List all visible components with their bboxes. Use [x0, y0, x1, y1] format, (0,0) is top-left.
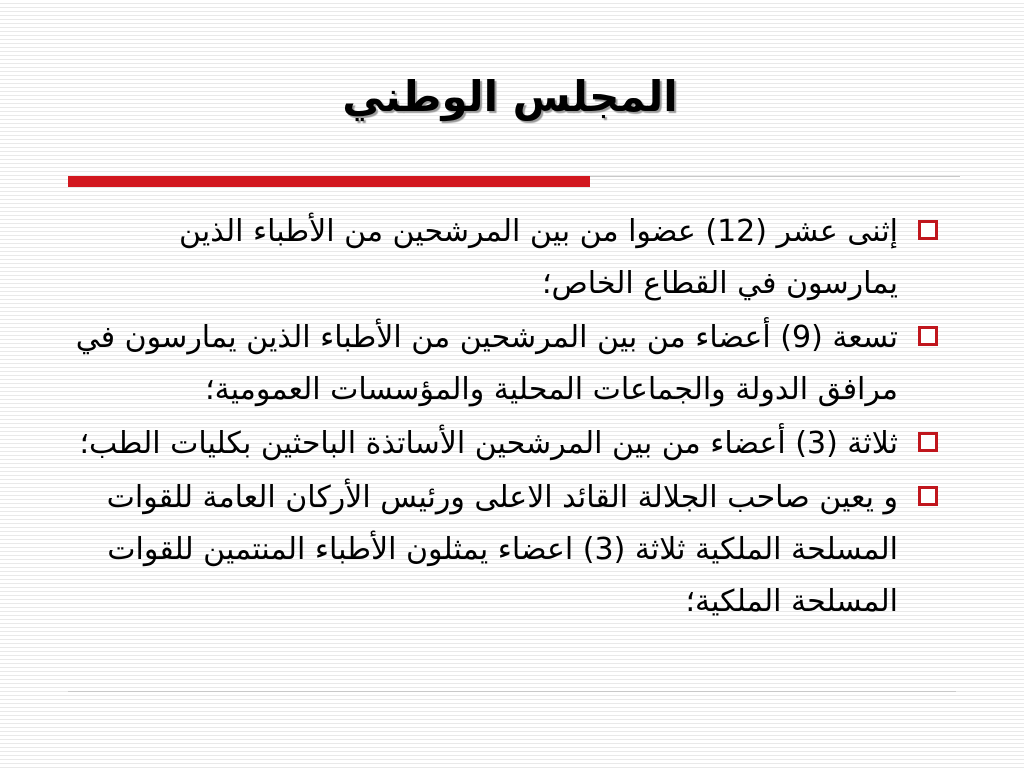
slide-title: المجلس الوطني [342, 72, 678, 121]
bullet-text: إثنى عشر (12) عضوا من بين المرشحين من الأطباء الذين يمارسون في القطاع الخاص؛ [179, 214, 898, 301]
bullet-item-1 [60, 206, 952, 310]
square-bullet-icon [918, 432, 938, 452]
bullet-item-4 [60, 472, 952, 628]
footer-divider-line [68, 691, 956, 692]
square-bullet-icon [918, 326, 938, 346]
slide-content [60, 206, 952, 630]
title-accent-bar [68, 176, 590, 187]
bullet-item-2 [60, 312, 952, 416]
bullet-text: و يعين صاحب الجلالة القائد الاعلى ورئيس الأركان العامة للقوات المسلحة الملكية ثلاثة (3) اعضاء يمثلون الأطباء المنتمين للقوات المسلحة الملكية؛ [106, 480, 898, 619]
bullet-item-3 [60, 418, 952, 470]
bullet-list [60, 206, 952, 628]
square-bullet-icon [918, 486, 938, 506]
bullet-text: ثلاثة (3) أعضاء من بين المرشحين الأساتذة الباحثين بكليات الطب؛ [79, 426, 898, 461]
title-divider-line [590, 176, 960, 177]
square-bullet-icon [918, 220, 938, 240]
bullet-text: تسعة (9) أعضاء من بين المرشحين من الأطباء الذين يمارسون في مرافق الدولة والجماعات المحلية والمؤسسات العمومية؛ [75, 320, 898, 407]
